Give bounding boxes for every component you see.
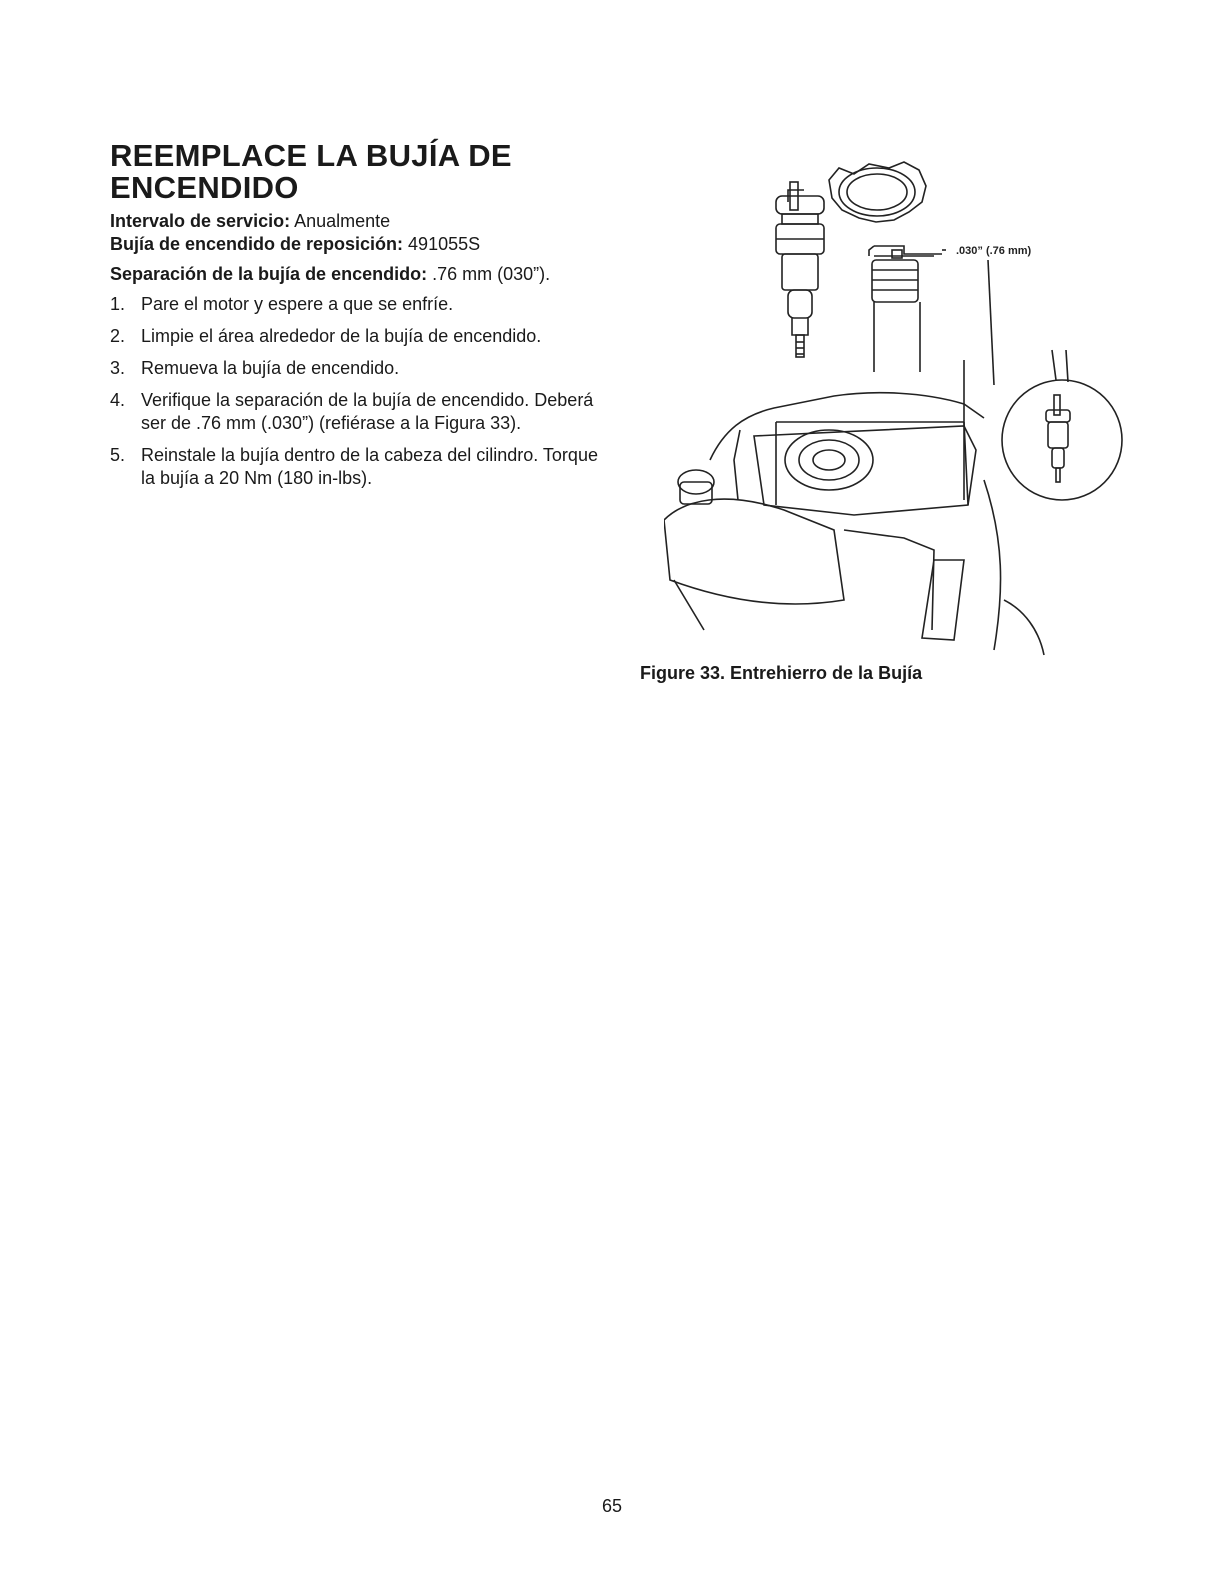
step-text: Pare el motor y espere a que se enfríe.: [141, 294, 454, 314]
service-interval: [110, 210, 610, 233]
magnifier-icon: [988, 260, 1122, 500]
plug-gap: [110, 263, 610, 286]
section-title-line1: REEMPLACE LA BUJÍA DE: [110, 138, 512, 173]
replacement-plug-label: Bujía de encendido de reposición:: [110, 234, 404, 254]
service-interval-label: Intervalo de servicio:: [110, 211, 291, 231]
step-text: Reinstale la bujía dentro de la cabeza del cilindro. Torque la bujía a 20 Nm (180 in-lbs).: [141, 445, 598, 488]
engine-icon: [664, 360, 1044, 655]
gasket-icon: [829, 162, 926, 222]
page-number: 65: [601, 1496, 623, 1516]
spark-plug-icon: [776, 182, 824, 357]
service-interval-value: Anualmente: [290, 211, 391, 231]
figure-caption: Figure 33. Entrehierro de la Bujía: [640, 663, 923, 683]
spark-plug-figure: [664, 160, 1134, 660]
steps-list: [110, 293, 610, 490]
step-number: 1.: [110, 294, 126, 314]
step-number: 5.: [110, 445, 126, 465]
step-number: 2.: [110, 326, 126, 346]
step-text: Verifique la separación de la bujía de encendido. Deberá ser de .76 mm (.030”) (refiérase a la Figura 33).: [141, 390, 594, 433]
plug-gap-value: .76 mm (030”).: [427, 264, 551, 284]
list-item: [110, 293, 610, 316]
step-text: Remueva la bujía de encendido.: [141, 358, 400, 378]
spark-plug-illustration: [664, 160, 1134, 660]
replacement-plug: [110, 233, 610, 256]
gap-dimension-label: .030” (.76 mm): [956, 245, 1032, 257]
instructions-column: [110, 140, 610, 499]
list-item: [110, 389, 610, 435]
section-title-line2: ENCENDIDO: [110, 170, 299, 205]
step-text: Limpie el área alrededor de la bujía de encendido.: [141, 326, 542, 346]
list-item: [110, 357, 610, 380]
gap-gauge-icon: [869, 246, 946, 372]
list-item: [110, 444, 610, 490]
plug-gap-label: Separación de la bujía de encendido:: [110, 264, 428, 284]
step-number: 3.: [110, 358, 126, 378]
replacement-plug-value: 491055S: [403, 234, 481, 254]
step-number: 4.: [110, 390, 126, 410]
list-item: [110, 325, 610, 348]
section-title: [110, 140, 610, 204]
